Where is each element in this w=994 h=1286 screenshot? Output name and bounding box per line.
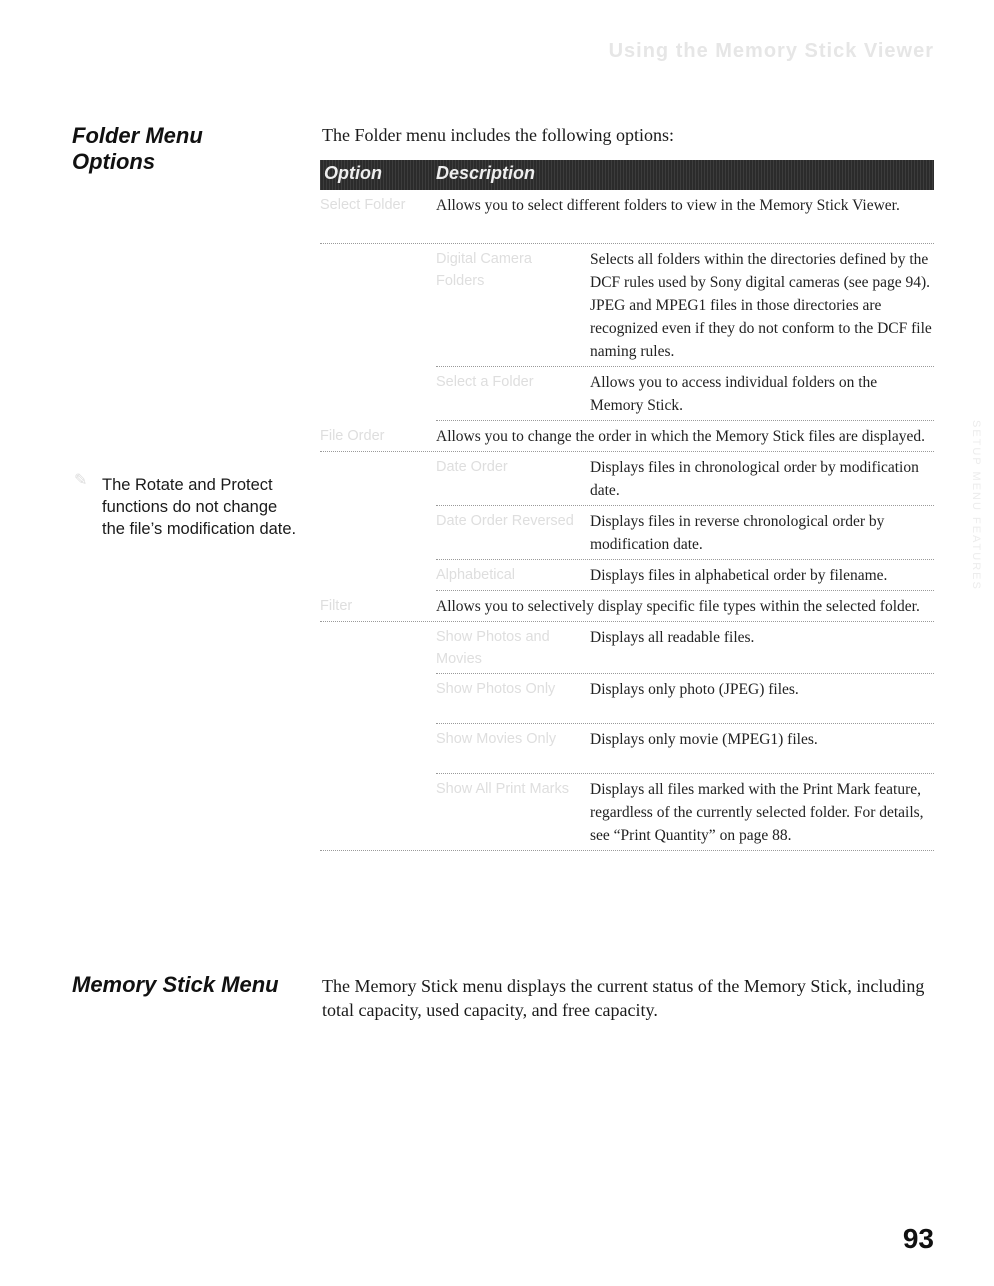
option-name: Alphabetical xyxy=(436,567,515,583)
option-description: Allows you to change the order in which the Memory Stick files are displayed. xyxy=(436,428,925,445)
table-row-show-photos-only xyxy=(436,674,934,724)
option-name: Show Photos Only xyxy=(436,681,556,697)
note-box xyxy=(74,472,300,540)
option-name: Show Movies Only xyxy=(436,731,557,747)
option-description: Displays only photo (JPEG) files. xyxy=(590,681,799,698)
edge-tab-text: SETUP MENU FEATURES xyxy=(970,420,982,591)
option-description: Allows you to select different folders to view in the Memory Stick Viewer. xyxy=(436,197,900,214)
table-row-date-order xyxy=(436,452,934,506)
option-name: Date Order xyxy=(436,459,508,475)
memory-stick-menu-text: The Memory Stick menu displays the current status of the Memory Stick, including total capacity, used capacity, and free capacity. xyxy=(322,976,925,1020)
running-header: Using the Memory Stick Viewer xyxy=(608,40,934,62)
table-row-alphabetical xyxy=(436,560,934,591)
option-name: Filter xyxy=(320,598,353,614)
option-name: Select Folder xyxy=(320,197,406,213)
option-name: Show Photos and Movies xyxy=(436,629,550,667)
table-row-digital-camera-folders xyxy=(436,244,934,367)
memory-stick-menu-heading xyxy=(72,972,279,998)
option-name: Date Order Reversed xyxy=(436,513,574,529)
table-row-show-all-print-marks xyxy=(320,774,934,851)
heading-text: Memory Stick Menu xyxy=(72,972,279,997)
table-row-show-photos-and-movies xyxy=(436,622,934,674)
heading-line-2: Options xyxy=(72,149,156,174)
option-description: Displays files in chronological order by modification date. xyxy=(590,459,919,499)
option-description: Displays only movie (MPEG1) files. xyxy=(590,731,818,748)
note-text: The Rotate and Protect functions do not change the file’s modification date. xyxy=(102,476,297,538)
table-row-select-folder xyxy=(320,190,934,244)
table-row-filter xyxy=(320,591,934,622)
option-description: Displays all files marked with the Print Mark feature, regardless of the currently selected folder. For details, see “Print Quantity” on page 88. xyxy=(590,781,924,844)
option-description: Displays all readable files. xyxy=(590,629,755,646)
column-header-description: Description xyxy=(436,163,536,183)
heading-line-1: Folder Menu xyxy=(72,123,203,148)
table-row-file-order xyxy=(320,421,934,452)
option-name: Show All Print Marks xyxy=(436,781,569,797)
column-header-option: Option xyxy=(324,163,382,183)
folder-menu-options-heading xyxy=(72,123,203,175)
page-number: 93 xyxy=(902,1223,934,1254)
table-row-show-movies-only xyxy=(436,724,934,774)
option-description: Displays files in alphabetical order by filename. xyxy=(590,567,888,584)
table-row-select-a-folder xyxy=(436,367,934,421)
option-description: Selects all folders within the directories defined by the DCF rules used by Sony digital cameras (see page 94). JPEG and MPEG1 files in those directories are recognized even if they do not conform to the DCF file naming rules. xyxy=(590,251,932,360)
note-icon: ✎ xyxy=(74,472,88,489)
option-description: Allows you to access individual folders on the Memory Stick. xyxy=(590,374,878,414)
folder-options-table xyxy=(320,160,934,851)
option-name: Digital Camera Folders xyxy=(436,251,532,289)
table-header xyxy=(320,160,934,190)
option-description: Displays files in reverse chronological order by modification date. xyxy=(590,513,885,553)
table-row-date-order-reversed xyxy=(436,506,934,560)
option-name: File Order xyxy=(320,428,385,444)
option-name: Select a Folder xyxy=(436,374,534,390)
folder-intro-text: The Folder menu includes the following options: xyxy=(322,125,674,145)
option-description: Allows you to selectively display specific file types within the selected folder. xyxy=(436,598,920,615)
